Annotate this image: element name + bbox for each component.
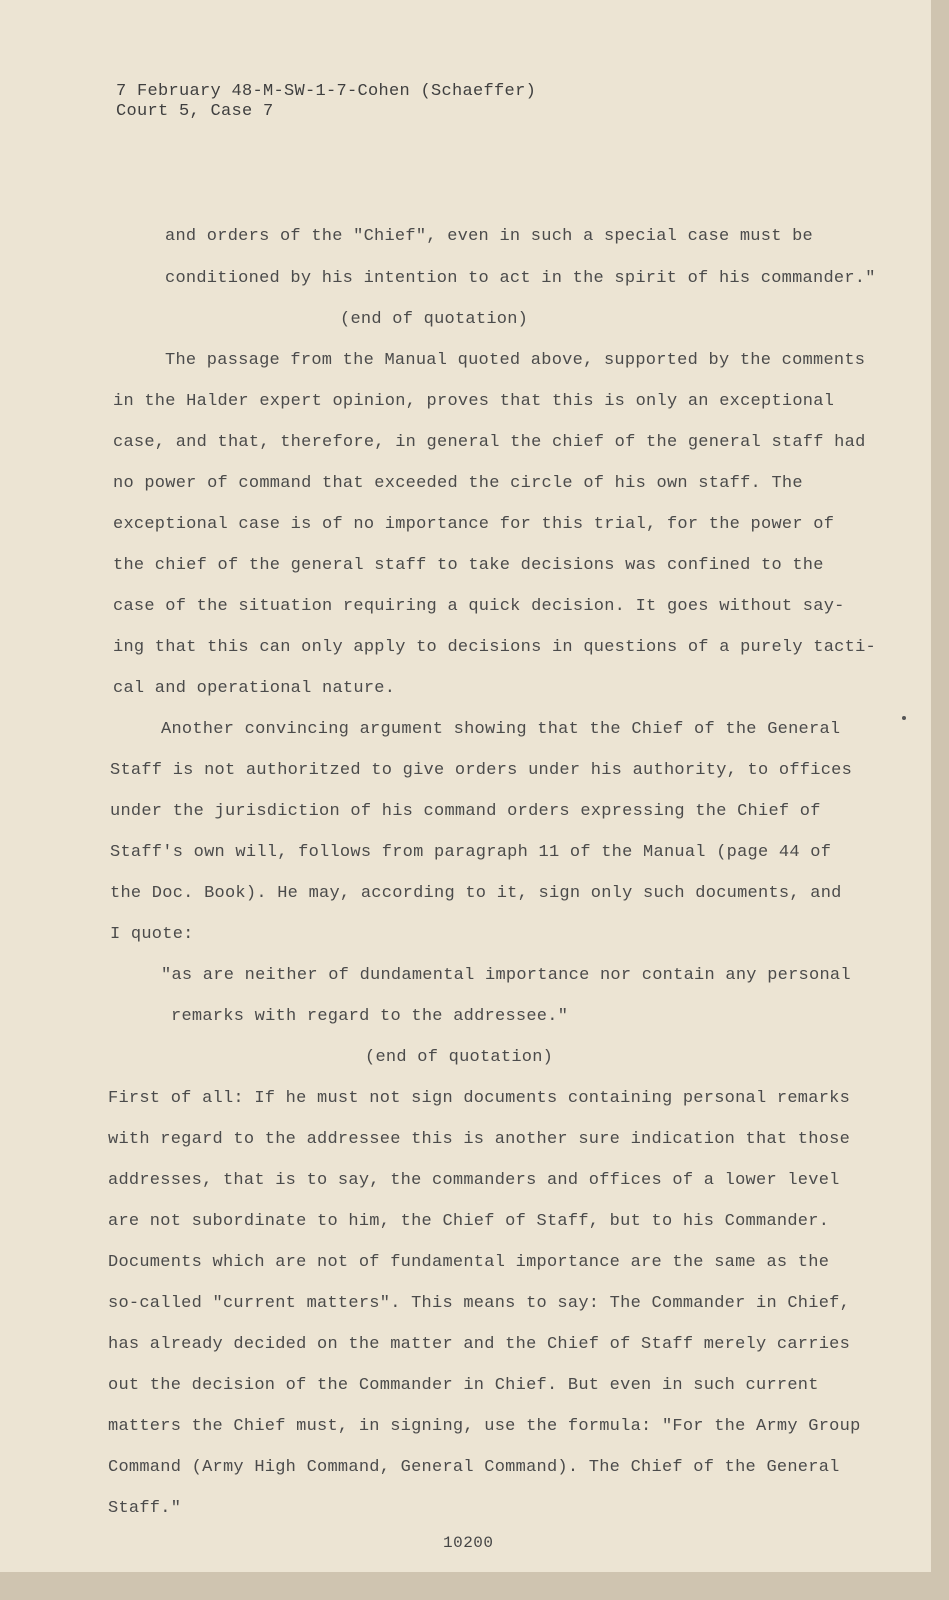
page-number: 10200 xyxy=(443,1534,494,1552)
text-line: exceptional case is of no importance for this trial, for the power of xyxy=(113,515,835,534)
text-line: so-called "current matters". This means to say: The Commander in Chief, xyxy=(108,1294,851,1313)
text-line: under the jurisdiction of his command orders expressing the Chief of xyxy=(110,802,821,821)
text-line: Documents which are not of fundamental importance are the same as the xyxy=(108,1253,830,1272)
text-line: are not subordinate to him, the Chief of Staff, but to his Commander. xyxy=(108,1212,830,1231)
text-line: cal and operational nature. xyxy=(113,679,396,698)
paper-speck xyxy=(902,716,906,720)
paragraph-start: The passage from the Manual quoted above, supported by the comments xyxy=(165,351,866,370)
text-line: Staff is not authoritzed to give orders under his authority, to offices xyxy=(110,761,853,780)
text-line: matters the Chief must, in signing, use the formula: "For the Army Group xyxy=(108,1417,861,1436)
text-line: has already decided on the matter and the Chief of Staff merely carries xyxy=(108,1335,851,1354)
text-line: the chief of the general staff to take decisions was confined to the xyxy=(113,556,824,575)
text-line: and orders of the "Chief", even in such a special case must be xyxy=(165,227,814,246)
text-line: I quote: xyxy=(110,925,194,944)
text-line: addresses, that is to say, the commanders and offices of a lower level xyxy=(108,1171,840,1190)
quotation-line: "as are neither of dundamental importance nor contain any personal xyxy=(161,966,851,985)
header-date-reference: 7 February 48-M-SW-1-7-Cohen (Schaeffer) xyxy=(116,82,537,101)
end-of-quotation: (end of quotation) xyxy=(340,310,529,329)
text-line: no power of command that exceeded the circle of his own staff. The xyxy=(113,474,803,493)
text-line: ing that this can only apply to decisions in questions of a purely tacti- xyxy=(113,638,876,657)
text-line: Staff." xyxy=(108,1499,182,1518)
text-line: Staff's own will, follows from paragraph 11 of the Manual (page 44 of xyxy=(110,843,832,862)
paragraph-start: Another convincing argument showing that the Chief of the General xyxy=(161,720,841,739)
text-line: case, and that, therefore, in general the chief of the general staff had xyxy=(113,433,866,452)
text-line: Command (Army High Command, General Command). The Chief of the General xyxy=(108,1458,840,1477)
end-of-quotation: (end of quotation) xyxy=(365,1048,554,1067)
header-court-case: Court 5, Case 7 xyxy=(116,102,274,121)
document-header xyxy=(116,82,536,122)
text-line: conditioned by his intention to act in the spirit of his commander." xyxy=(165,269,876,288)
text-line: the Doc. Book). He may, according to it, sign only such documents, and xyxy=(110,884,842,903)
paragraph-start: First of all: If he must not sign documents containing personal remarks xyxy=(108,1089,851,1108)
quotation-line: remarks with regard to the addressee." xyxy=(171,1007,569,1026)
text-line: case of the situation requiring a quick decision. It goes without say- xyxy=(113,597,845,616)
text-line: in the Halder expert opinion, proves that this is only an exceptional xyxy=(113,392,835,411)
text-line: out the decision of the Commander in Chief. But even in such current xyxy=(108,1376,819,1395)
text-line: with regard to the addressee this is another sure indication that those xyxy=(108,1130,851,1149)
